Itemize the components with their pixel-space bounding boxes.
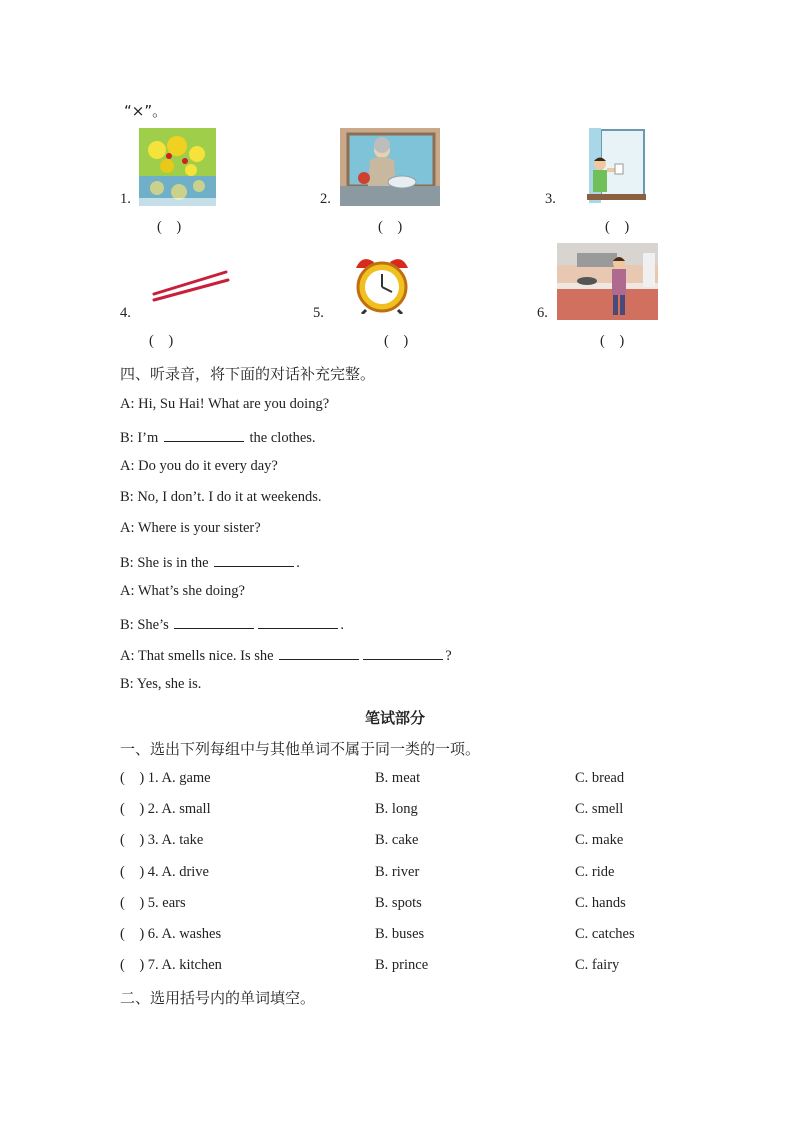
chopsticks-icon [150, 268, 230, 304]
dialogue-line-1: A: Hi, Su Hai! What are you doing? [120, 396, 330, 412]
q1-row-1-b: B. meat [375, 770, 421, 786]
dialogue-line-6: B: She is in the . [120, 552, 300, 572]
picture-number-4: 4. [120, 305, 131, 321]
picture-paren-5: ( ) [384, 333, 409, 349]
q1-row-3-b: B. cake [375, 832, 419, 848]
q1-row-2-b: B. long [375, 801, 418, 817]
picture-paren-1: ( ) [157, 219, 182, 235]
answer-blank[interactable] [279, 645, 359, 660]
picture-number-5: 5. [313, 305, 324, 321]
woman-washing-dishes-icon [340, 128, 440, 206]
q1-row-6-b: B. buses [375, 926, 425, 942]
q1-row-5-c: C. hands [575, 895, 626, 911]
answer-blank[interactable] [174, 614, 254, 629]
picture-paren-3: ( ) [605, 219, 630, 235]
picture-number-2: 2. [320, 191, 331, 207]
q2-title: 二、选用括号内的单词填空。 [120, 989, 316, 1007]
girl-cooking-kitchen-icon [557, 243, 658, 320]
section4-title: 四、听录音，将下面的对话补充完整。 [120, 365, 376, 383]
q1-row-2-c: C. smell [575, 801, 624, 817]
dialogue-line-8: B: She’s . [120, 614, 344, 634]
q1-row-7-b: B. prince [375, 957, 429, 973]
dialogue-line-7: A: What’s she doing? [120, 583, 245, 599]
dialogue-line-3: A: Do you do it every day? [120, 458, 278, 474]
boy-cleaning-window-icon [587, 128, 646, 203]
q1-row-3-c: C. make [575, 832, 624, 848]
picture-paren-4: ( ) [149, 333, 174, 349]
q1-row-4-b: B. river [375, 864, 420, 880]
answer-blank[interactable] [258, 614, 338, 629]
q1-row-5-b: B. spots [375, 895, 422, 911]
q1-row-6-a: ( ) 6. A. washes [120, 926, 222, 942]
q1-row-3-a: ( ) 3. A. take [120, 832, 204, 848]
q1-row-7-a: ( ) 7. A. kitchen [120, 957, 222, 973]
written-heading: 笔试部分 [365, 709, 426, 727]
q1-row-1-c: C. bread [575, 770, 625, 786]
picture-number-1: 1. [120, 191, 131, 207]
picture-number-3: 3. [545, 191, 556, 207]
q1-row-7-c: C. fairy [575, 957, 620, 973]
dialogue-line-5: A: Where is your sister? [120, 520, 261, 536]
q1-row-2-a: ( ) 2. A. small [120, 801, 211, 817]
q1-row-4-c: C. ride [575, 864, 615, 880]
flowers-picture-icon [139, 128, 216, 206]
q1-title: 一、选出下列每组中与其他单词不属于同一类的一项。 [120, 740, 481, 758]
dialogue-line-9: A: That smells nice. Is she ? [120, 645, 452, 665]
picture-paren-6: ( ) [600, 333, 625, 349]
answer-blank[interactable] [164, 427, 244, 442]
dialogue-line-2: B: I’m the clothes. [120, 427, 316, 447]
answer-blank[interactable] [363, 645, 443, 660]
q1-row-5-a: ( ) 5. ears [120, 895, 186, 911]
alarm-clock-icon [352, 252, 412, 314]
q1-row-4-a: ( ) 4. A. drive [120, 864, 209, 880]
q1-row-6-c: C. catches [575, 926, 635, 942]
q1-row-1-a: ( ) 1. A. game [120, 770, 211, 786]
picture-number-6: 6. [537, 305, 548, 321]
header-mark: “×”。 [124, 102, 168, 120]
picture-paren-2: ( ) [378, 219, 403, 235]
answer-blank[interactable] [214, 552, 294, 567]
dialogue-line-4: B: No, I don’t. I do it at weekends. [120, 489, 322, 505]
dialogue-line-10: B: Yes, she is. [120, 676, 202, 692]
